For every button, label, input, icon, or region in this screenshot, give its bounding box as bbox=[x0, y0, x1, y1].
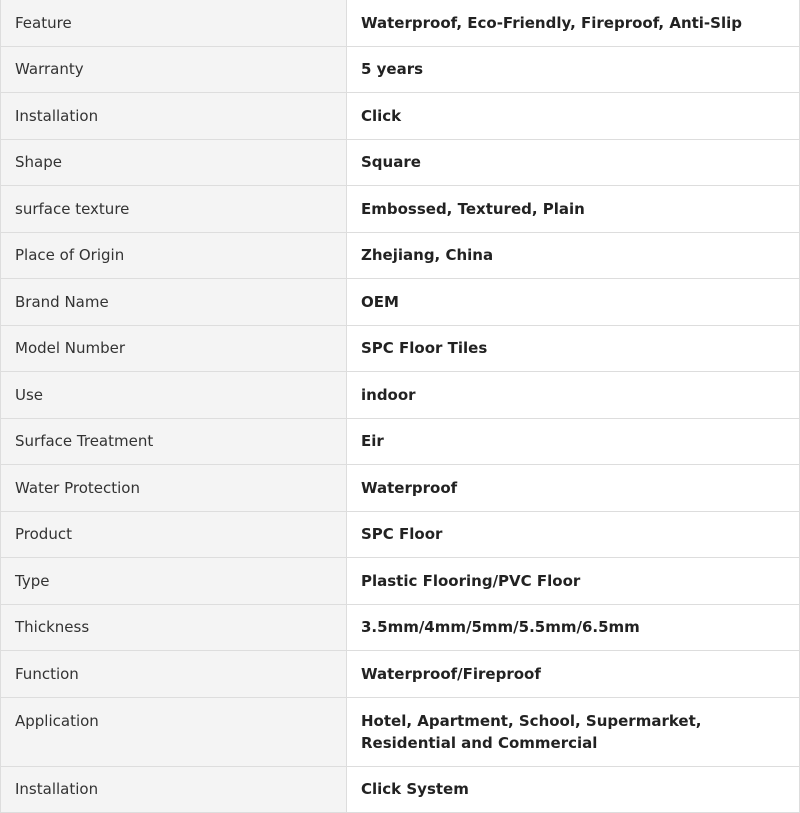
spec-value: SPC Floor Tiles bbox=[347, 325, 800, 372]
spec-key: Type bbox=[1, 558, 347, 605]
spec-value: Embossed, Textured, Plain bbox=[347, 186, 800, 233]
spec-key: Water Protection bbox=[1, 465, 347, 512]
spec-key: Application bbox=[1, 697, 347, 766]
spec-value: 5 years bbox=[347, 46, 800, 93]
spec-key: Brand Name bbox=[1, 279, 347, 326]
spec-key: Warranty bbox=[1, 46, 347, 93]
spec-value: 3.5mm/4mm/5mm/5.5mm/6.5mm bbox=[347, 604, 800, 651]
table-row bbox=[1, 697, 800, 766]
spec-key: Product bbox=[1, 511, 347, 558]
table-row bbox=[1, 46, 800, 93]
spec-value: Zhejiang, China bbox=[347, 232, 800, 279]
spec-value: Waterproof, Eco-Friendly, Fireproof, Anti-Slip bbox=[347, 0, 800, 46]
spec-key: Shape bbox=[1, 139, 347, 186]
spec-key: Function bbox=[1, 651, 347, 698]
table-row bbox=[1, 511, 800, 558]
table-row bbox=[1, 325, 800, 372]
table-row bbox=[1, 279, 800, 326]
spec-value: Eir bbox=[347, 418, 800, 465]
table-row bbox=[1, 418, 800, 465]
spec-key: Installation bbox=[1, 93, 347, 140]
spec-key: Thickness bbox=[1, 604, 347, 651]
table-row bbox=[1, 0, 800, 46]
spec-value: Square bbox=[347, 139, 800, 186]
spec-key: Use bbox=[1, 372, 347, 419]
table-row bbox=[1, 558, 800, 605]
table-row bbox=[1, 372, 800, 419]
spec-value: Click bbox=[347, 93, 800, 140]
spec-value: SPC Floor bbox=[347, 511, 800, 558]
table-row bbox=[1, 232, 800, 279]
spec-key: Place of Origin bbox=[1, 232, 347, 279]
spec-value: Waterproof bbox=[347, 465, 800, 512]
table-row bbox=[1, 651, 800, 698]
spec-value: Hotel, Apartment, School, Supermarket, Residential and Commercial bbox=[347, 697, 800, 766]
table-row bbox=[1, 186, 800, 233]
spec-key: Feature bbox=[1, 0, 347, 46]
table-row bbox=[1, 93, 800, 140]
table-row bbox=[1, 465, 800, 512]
spec-value: Click System bbox=[347, 766, 800, 813]
spec-key: Model Number bbox=[1, 325, 347, 372]
table-row bbox=[1, 139, 800, 186]
spec-value: Plastic Flooring/PVC Floor bbox=[347, 558, 800, 605]
table-row bbox=[1, 604, 800, 651]
spec-key: surface texture bbox=[1, 186, 347, 233]
spec-key: Installation bbox=[1, 766, 347, 813]
spec-value: indoor bbox=[347, 372, 800, 419]
spec-key: Surface Treatment bbox=[1, 418, 347, 465]
table-row bbox=[1, 766, 800, 813]
spec-value: Waterproof/Fireproof bbox=[347, 651, 800, 698]
spec-value: OEM bbox=[347, 279, 800, 326]
